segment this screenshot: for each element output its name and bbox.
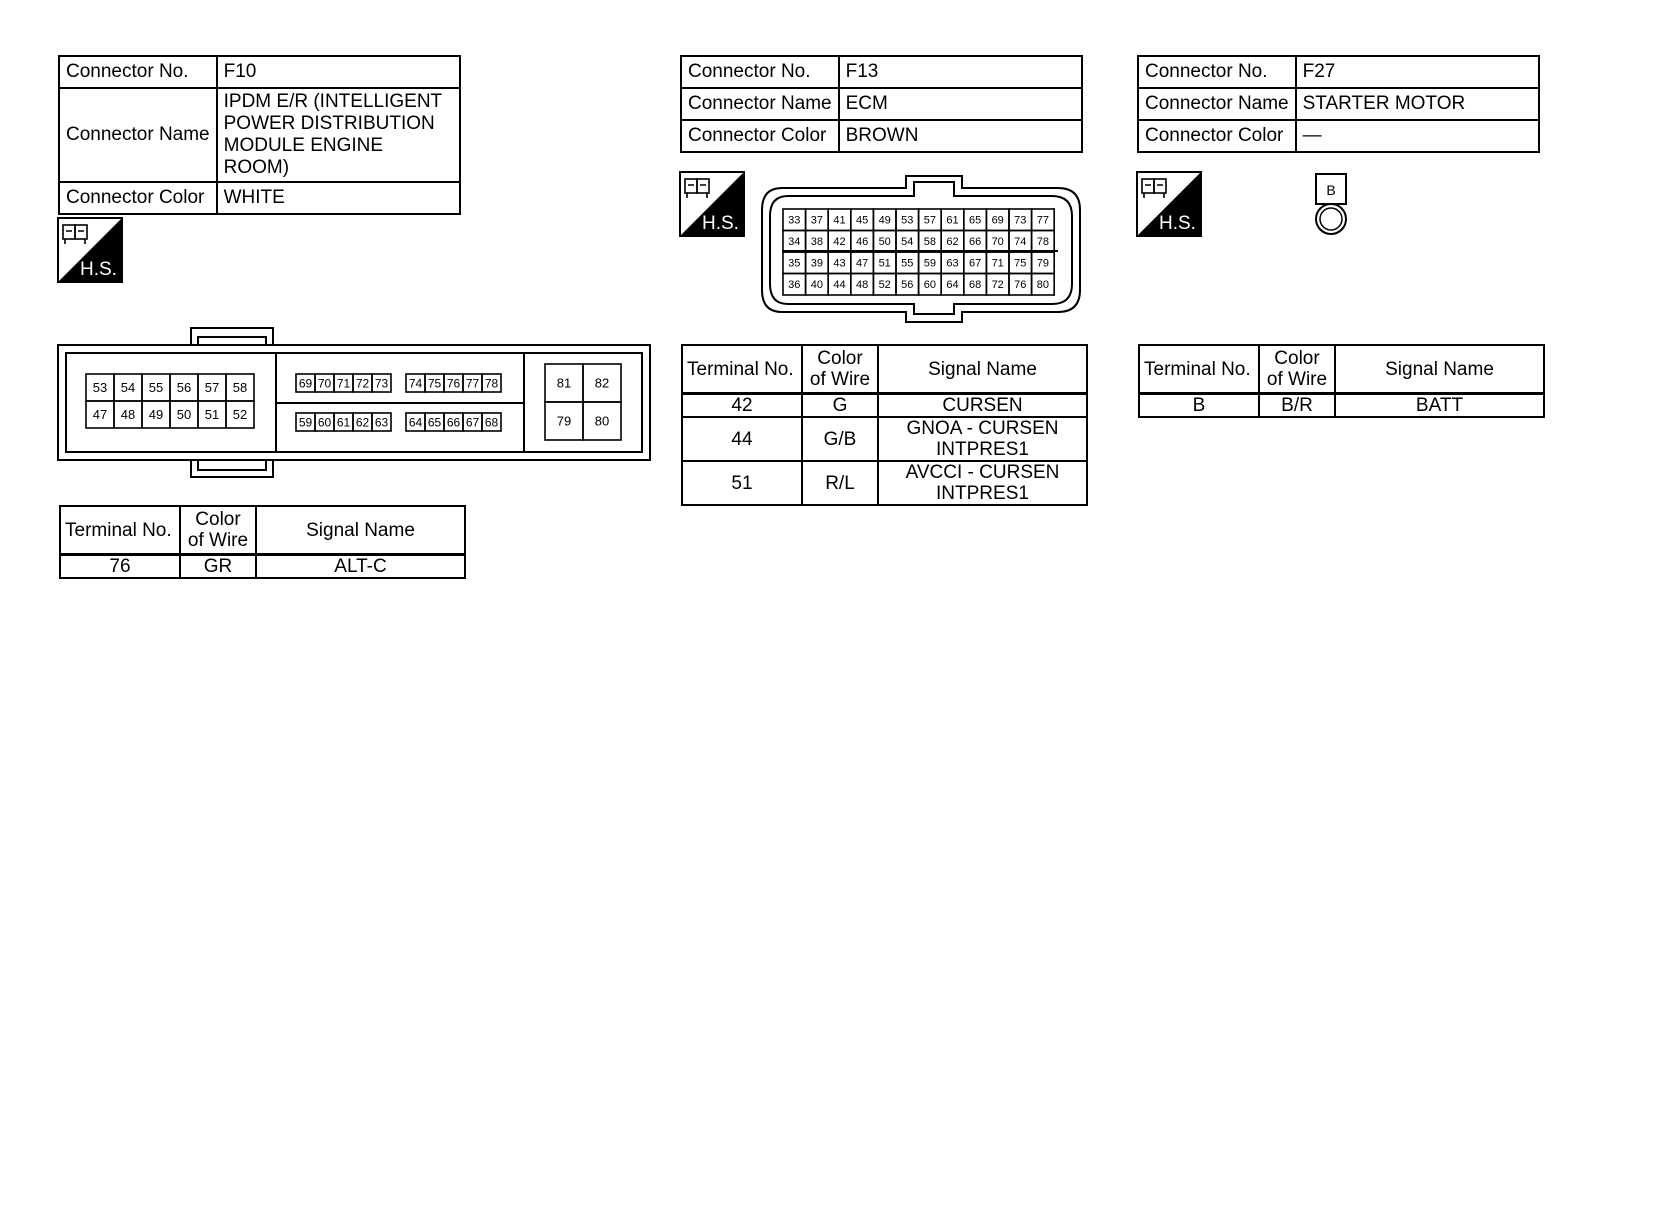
wire-color-cell: G [802, 394, 878, 418]
connector-face-f13 [758, 172, 1086, 324]
connector-info-f13 [680, 55, 1083, 153]
terminal-number: 77 [465, 376, 480, 391]
terminal-number: 52 [878, 279, 891, 292]
terminal-number: 40 [810, 279, 824, 292]
terminal-number: 60 [923, 279, 937, 292]
terminal-no-cell: 44 [682, 417, 802, 461]
terminal-number: 55 [901, 257, 914, 270]
terminal-number: 75 [427, 376, 442, 391]
connector-color-value: — [1296, 120, 1539, 152]
terminal-number: 81 [556, 375, 572, 391]
signal-name-header: Signal Name [1335, 345, 1544, 394]
terminal-number: 72 [991, 279, 1004, 292]
terminal-number: 59 [298, 415, 313, 430]
signal-name-line: INTPRES1 [936, 483, 1029, 504]
terminal-number: 64 [408, 415, 423, 430]
harness-side-icon [57, 217, 123, 283]
terminal-number: 71 [336, 376, 351, 391]
terminal-number: 82 [594, 375, 610, 391]
terminal-number: 74 [1014, 236, 1027, 249]
terminal-number: 52 [232, 407, 248, 423]
terminal-number: 56 [176, 380, 192, 396]
terminal-number: 79 [556, 413, 572, 429]
terminal-number: 61 [946, 214, 959, 227]
terminal-number: 69 [991, 214, 1004, 227]
signal-name-header: Signal Name [878, 345, 1087, 394]
terminal-number: 78 [1036, 236, 1050, 249]
terminal-number: 46 [855, 236, 869, 249]
terminal-number: 36 [788, 279, 801, 292]
terminal-number: 78 [484, 376, 499, 391]
terminal-number: 43 [833, 257, 846, 270]
terminal-number: 53 [92, 380, 108, 396]
terminal-number: 67 [968, 257, 982, 270]
connector-color-value: BROWN [839, 120, 1082, 152]
signal-name-line: GNOA - CURSEN [906, 418, 1059, 439]
connector-no-value: F10 [217, 56, 460, 88]
terminal-number: 74 [408, 376, 423, 391]
connector-info-f27 [1137, 55, 1540, 153]
terminal-number: 64 [946, 279, 959, 292]
terminal-number: 58 [232, 380, 248, 396]
terminal-no-header: Terminal No. [682, 345, 802, 394]
terminal-no-header: Terminal No. [1139, 345, 1259, 394]
wire-color-cell: GR [180, 555, 256, 579]
connector-name-value: ECM [839, 88, 1082, 120]
terminal-no-cell: 51 [682, 461, 802, 505]
connector-no-label: Connector No. [1138, 56, 1296, 88]
terminal-number: 63 [946, 257, 959, 270]
terminal-number: 63 [374, 415, 389, 430]
terminal-number: 57 [204, 380, 220, 396]
terminal-block-d [545, 364, 621, 440]
signal-name-cell: CURSEN [878, 394, 1087, 418]
terminal-number: 72 [355, 376, 370, 391]
connector-no-value: F13 [839, 56, 1082, 88]
signal-name-cell: BATT [1335, 394, 1544, 418]
terminal-number: 70 [317, 376, 332, 391]
terminal-number: 54 [120, 380, 136, 396]
terminal-number: 41 [833, 214, 846, 227]
terminal-number: 53 [901, 214, 914, 227]
terminal-number: 50 [176, 407, 192, 423]
terminal-number: 76 [446, 376, 461, 391]
terminal-block-a [86, 374, 254, 428]
terminal-number: 55 [148, 380, 164, 396]
connector-name-label: Connector Name [1138, 88, 1296, 120]
connector-info-f10 [58, 55, 461, 215]
signal-name-cell: ALT-C [256, 555, 465, 579]
connector-no-label: Connector No. [681, 56, 839, 88]
terminal-number: 62 [355, 415, 370, 430]
connector-name-label: Connector Name [681, 88, 839, 120]
table-row [1139, 394, 1544, 418]
terminal-number: 66 [968, 236, 982, 249]
table-row [682, 394, 1087, 418]
terminal-table-f10 [59, 505, 466, 579]
color-of-wire-header: Color of Wire [802, 345, 878, 394]
terminal-number: 50 [878, 236, 891, 249]
signal-name-cell [878, 417, 1087, 461]
terminal-number: 60 [317, 415, 332, 430]
connector-name-label: Connector Name [59, 88, 217, 182]
signal-name-line: INTPRES1 [936, 439, 1029, 460]
terminal-number: 77 [1036, 214, 1050, 227]
terminal-number: 67 [465, 415, 480, 430]
terminal-number: 51 [204, 407, 220, 423]
terminal-number: 48 [120, 407, 136, 423]
terminal-number: 42 [833, 236, 846, 249]
connector-name-value [217, 88, 460, 182]
terminal-number: 70 [991, 236, 1004, 249]
terminal-number: 33 [788, 214, 801, 227]
connector-color-label: Connector Color [59, 182, 217, 214]
terminal-number: 76 [1014, 279, 1027, 292]
connector-name-value: STARTER MOTOR [1296, 88, 1539, 120]
terminal-number: 66 [446, 415, 461, 430]
terminal-number: 75 [1014, 257, 1027, 270]
terminal-no-header: Terminal No. [60, 506, 180, 555]
terminal-number: 34 [788, 236, 801, 249]
signal-name-header: Signal Name [256, 506, 465, 555]
terminal-number: 73 [1014, 214, 1027, 227]
terminal-number: 54 [901, 236, 914, 249]
terminal-number: 68 [484, 415, 499, 430]
terminal-number: 39 [810, 257, 824, 270]
terminal-number: 37 [810, 214, 824, 227]
terminal-number: 79 [1036, 257, 1050, 270]
signal-name-cell [878, 461, 1087, 505]
connector-face-f27 [1310, 172, 1354, 236]
connector-no-label: Connector No. [59, 56, 217, 88]
wire-color-cell: R/L [802, 461, 878, 505]
connector-color-label: Connector Color [1138, 120, 1296, 152]
terminal-number: 44 [833, 279, 846, 292]
signal-name-line: AVCCI - CURSEN [905, 462, 1060, 483]
connector-name-line: MODULE ENGINE ROOM) [223, 135, 384, 178]
harness-side-icon [679, 171, 745, 237]
color-of-wire-header: Color of Wire [1259, 345, 1335, 394]
terminal-number: 48 [855, 279, 869, 292]
connector-color-label: Connector Color [681, 120, 839, 152]
terminal-number: 69 [298, 376, 313, 391]
color-of-wire-header: Color of Wire [180, 506, 256, 555]
terminal-number: 38 [810, 236, 824, 249]
terminal-number: 71 [991, 257, 1004, 270]
terminal-number: 62 [946, 236, 959, 249]
wire-color-cell: G/B [802, 417, 878, 461]
hs-label: H.S. [1159, 213, 1196, 234]
harness-side-icon [1136, 171, 1202, 237]
table-row [682, 461, 1087, 505]
hs-label: H.S. [80, 259, 117, 280]
terminal-label: B [1326, 182, 1336, 198]
connector-name-line: POWER DISTRIBUTION [223, 113, 435, 134]
terminal-number: 58 [923, 236, 937, 249]
terminal-number: 47 [855, 257, 869, 270]
terminal-no-cell: B [1139, 394, 1259, 418]
wire-color-cell: B/R [1259, 394, 1335, 418]
terminal-number: 80 [594, 413, 610, 429]
terminal-table-f13 [681, 344, 1088, 506]
terminal-table-f27 [1138, 344, 1545, 418]
terminal-no-cell: 76 [60, 555, 180, 579]
table-row [60, 555, 465, 579]
terminal-number: 49 [878, 214, 891, 227]
connector-face-f10 [55, 323, 655, 483]
terminal-number: 49 [148, 407, 164, 423]
connector-no-value: F27 [1296, 56, 1539, 88]
terminal-number: 51 [878, 257, 891, 270]
table-row [682, 417, 1087, 461]
terminal-number: 73 [374, 376, 389, 391]
connector-name-line: IPDM E/R (INTELLIGENT [223, 91, 443, 112]
terminal-number: 61 [336, 415, 351, 430]
terminal-number: 80 [1036, 279, 1050, 292]
connector-color-value: WHITE [217, 182, 460, 214]
terminal-no-cell: 42 [682, 394, 802, 418]
terminal-number: 35 [788, 257, 801, 270]
terminal-number: 56 [901, 279, 914, 292]
terminal-number: 59 [923, 257, 937, 270]
hs-label: H.S. [702, 213, 739, 234]
terminal-number: 68 [968, 279, 982, 292]
terminal-number: 65 [427, 415, 442, 430]
terminal-number: 65 [968, 214, 982, 227]
terminal-number: 45 [855, 214, 869, 227]
terminal-grid [783, 209, 1054, 295]
terminal-number: 47 [92, 407, 108, 423]
terminal-number: 57 [923, 214, 937, 227]
